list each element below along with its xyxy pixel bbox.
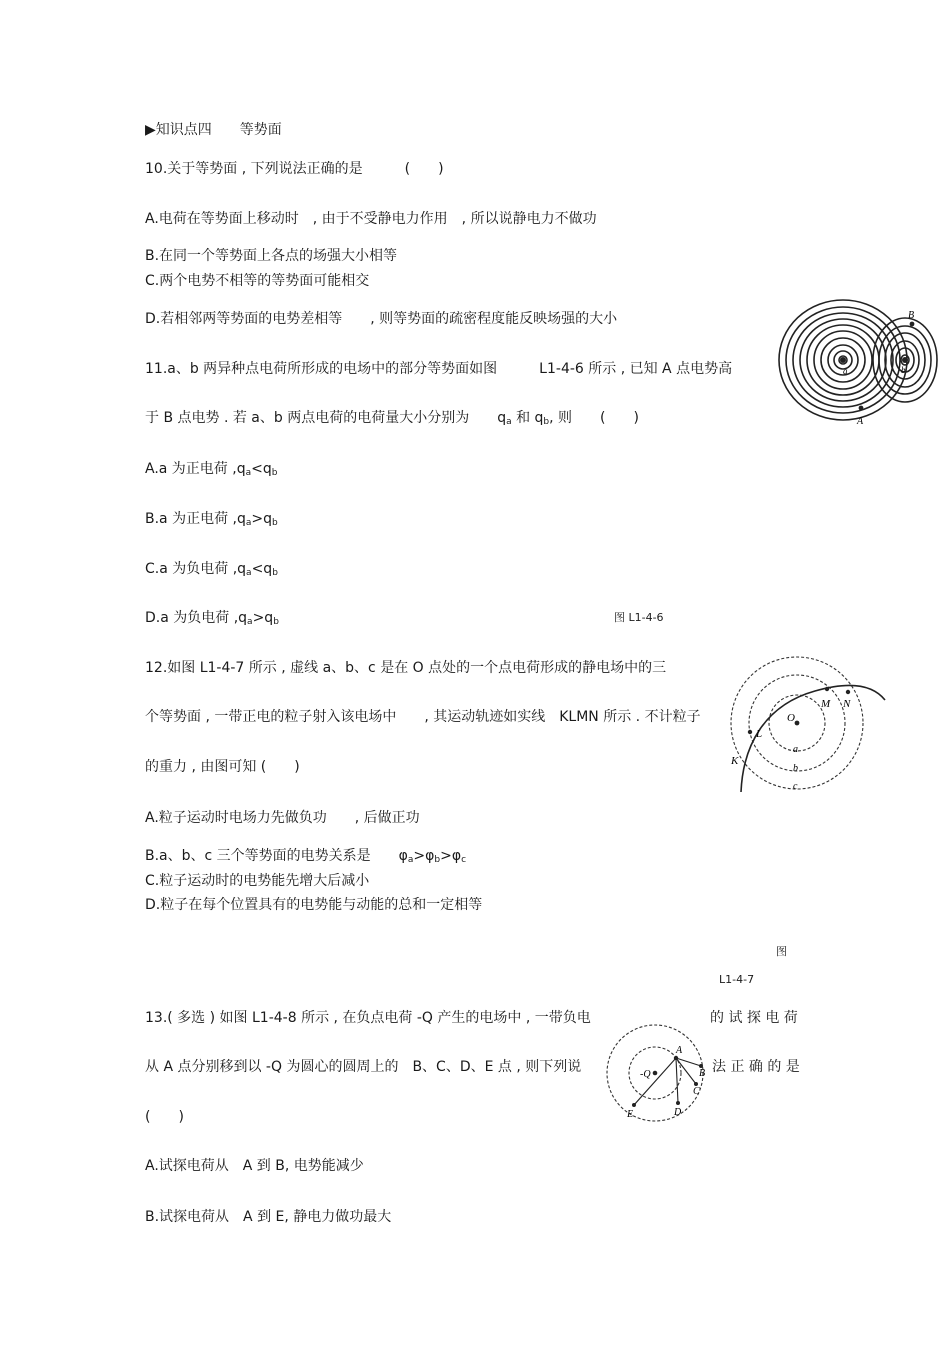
fig-l148-label-C: C xyxy=(693,1086,700,1097)
q13-stem-line1-left: 13.( 多选 ) 如图 L1-4-8 所示 , 在负点电荷 -Q 产生的电场中 , 一带负电 xyxy=(145,1010,591,1026)
q11-option-c: C.a 为负电荷 $,q_a<q_b$ xyxy=(145,561,278,578)
q13-stem-line2-right: 法 正 确 的 是 xyxy=(712,1059,800,1075)
fig-l146-label-b: b xyxy=(901,365,906,375)
fig-l148-label-D: D xyxy=(674,1107,682,1118)
fig-l148-label-Q: -Q xyxy=(640,1069,651,1080)
q13-option-a: A.试探电荷从 A 到 B, 电势能减少 xyxy=(145,1158,364,1174)
q12-stem-line2: 个等势面 , 一带正电的粒子射入该电场中 , 其运动轨迹如实线 KLMN 所示 . 不计粒子 xyxy=(145,709,701,725)
figure-l147-trajectory xyxy=(725,655,890,795)
q12-option-b: B.a、b、c 三个等势面的电势关系是 $\varphi_a>\varphi_b>\varphi_c$ xyxy=(145,848,467,865)
figure-l148-radial-moves xyxy=(610,1018,720,1123)
q13-option-b: B.试探电荷从 A 到 E, 静电力做功最大 xyxy=(145,1209,392,1225)
q11-option-b: B.a 为正电荷 $,q_a>q_b$ xyxy=(145,511,278,528)
fig-l147-label-b: b xyxy=(793,763,798,774)
q12-option-c: C.粒子运动时的电势能先增大后减小 xyxy=(145,873,370,889)
fig-l148-label-B: B xyxy=(699,1068,706,1079)
q10-stem: 10.关于等势面 , 下列说法正确的是 ( ) xyxy=(145,161,444,177)
q10-option-d: D.若相邻两等势面的电势差相等 , 则等势面的疏密程度能反映场强的大小 xyxy=(145,311,618,327)
fig-l147-label-K: K xyxy=(731,755,739,767)
q12-stem-line3: 的重力 , 由图可知 ( ) xyxy=(145,759,300,775)
figure-caption-l147-part2: L1-4-7 xyxy=(719,973,755,986)
fig-l148-label-E: E xyxy=(627,1109,634,1120)
q10-option-c: C.两个电势不相等的等势面可能相交 xyxy=(145,273,370,289)
figure-caption-l146: 图 L1-4-6 xyxy=(614,611,664,624)
fig-l147-label-c: c xyxy=(793,781,798,792)
section-header: ▶知识点四 等势面 xyxy=(145,122,282,138)
q12-option-d: D.粒子在每个位置具有的电势能与动能的总和一定相等 xyxy=(145,897,483,913)
fig-l147-label-L: L xyxy=(756,728,763,740)
fig-l148-label-A: A xyxy=(676,1045,683,1056)
q10-option-b: B.在同一个等势面上各点的场强大小相等 xyxy=(145,248,398,264)
fig-l147-label-a: a xyxy=(793,744,798,755)
q11-stem-line2: 于 B 点电势 . 若 a、b 两点电荷的电荷量大小分别为 $q_a$ 和 $q_b$, 则 ( ) xyxy=(145,410,639,427)
fig-l147-label-N: N xyxy=(843,698,851,710)
q12-stem-line1: 12.如图 L1-4-7 所示 , 虚线 a、b、c 是在 O 点处的一个点电荷形成的静电场中的三 xyxy=(145,660,667,676)
fig-l147-label-O: O xyxy=(787,712,795,724)
q13-stem-line1-right: 的 试 探 电 荷 xyxy=(710,1010,798,1026)
fig-l146-label-A: A xyxy=(857,416,864,427)
q11-stem-line1: 11.a、b 两异种点电荷所形成的电场中的部分等势面如图 L1-4-6 所示 , 已知 A 点电势高 xyxy=(145,361,733,377)
figure-l146-equipotentials xyxy=(765,300,945,430)
q10-option-a: A.电荷在等势面上移动时 , 由于不受静电力作用 , 所以说静电力不做功 xyxy=(145,211,597,227)
q11-option-a: A.a 为正电荷 $,q_a<q_b$ xyxy=(145,461,278,478)
fig-l146-label-a: a xyxy=(843,366,848,376)
q13-stem-line2-left: 从 A 点分别移到以 -Q 为圆心的圆周上的 B、C、D、E 点 , 则下列说 xyxy=(145,1059,582,1075)
q11-option-d: D.a 为负电荷 $,q_a>q_b$ xyxy=(145,610,279,627)
figure-caption-l147-part1: 图 xyxy=(776,945,787,958)
fig-l146-label-B: B xyxy=(908,310,915,321)
q12-option-a: A.粒子运动时电场力先做负功 , 后做正功 xyxy=(145,810,420,826)
q13-stem-line3: ( ) xyxy=(145,1109,184,1125)
fig-l147-label-M: M xyxy=(821,698,831,710)
